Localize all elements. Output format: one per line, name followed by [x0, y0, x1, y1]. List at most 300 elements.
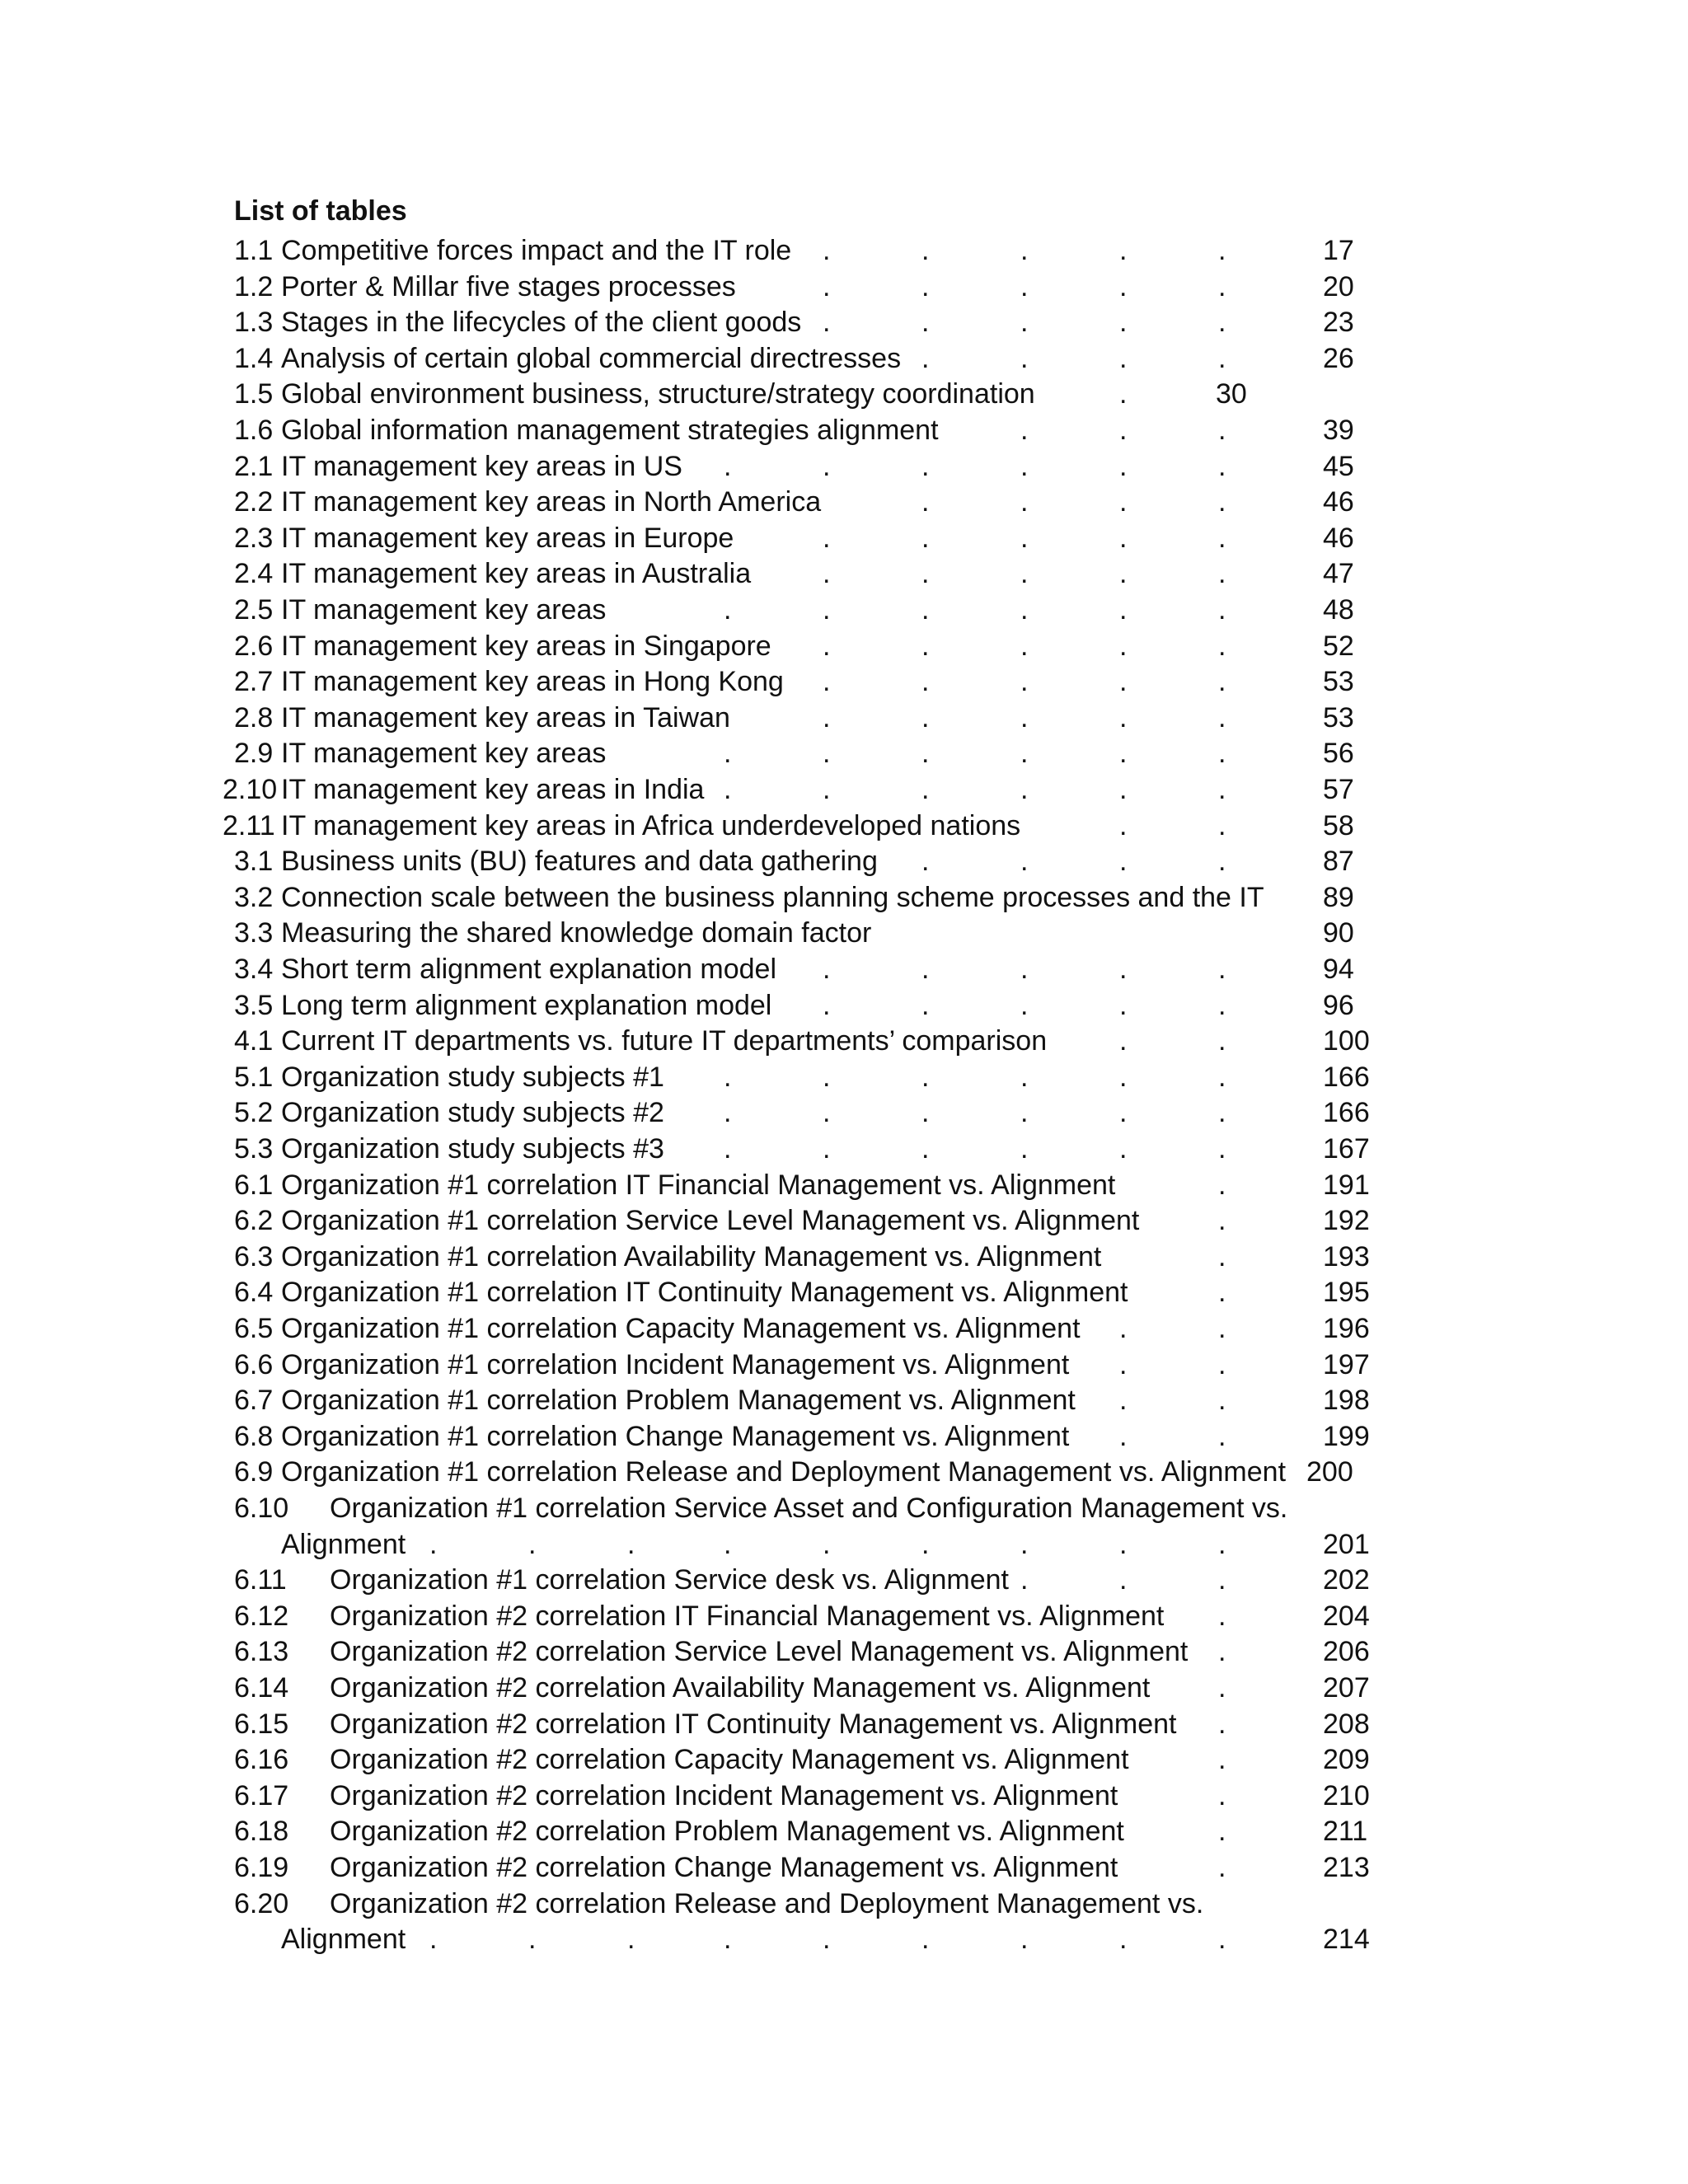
page-number: 58: [1323, 809, 1354, 841]
list-item[interactable]: [0, 665, 1688, 698]
leader-dot: .: [921, 307, 930, 339]
leader-dot: .: [1218, 1313, 1226, 1344]
table-title: Global information management strategies alignment: [281, 415, 939, 446]
leader-dot: .: [1020, 342, 1029, 374]
table-title: Long term alignment explanation model: [281, 989, 772, 1021]
leader-dot: .: [921, 1061, 930, 1093]
leader-dot: .: [1218, 1672, 1226, 1704]
leader-dot: .: [1218, 415, 1226, 446]
leader-dot: .: [823, 1061, 831, 1093]
list-item[interactable]: [0, 1420, 1688, 1453]
table-number: 6.9: [234, 1456, 274, 1488]
leader-dot: .: [823, 701, 831, 733]
leader-dot: .: [1119, 1385, 1128, 1417]
page-number: 213: [1323, 1852, 1370, 1883]
list-item[interactable]: [0, 809, 1688, 842]
leader-dot: .: [1218, 1348, 1226, 1380]
leader-dot: .: [1218, 486, 1226, 518]
list-item[interactable]: [0, 557, 1688, 590]
table-title: Organization #1 correlation Capacity Management vs. Alignment: [281, 1313, 1081, 1344]
leader-dot: .: [1119, 1313, 1128, 1344]
list-item[interactable]: [0, 881, 1688, 914]
leader-dot: .: [1020, 774, 1029, 805]
list-item[interactable]: [0, 953, 1688, 986]
table-title: Organization #1 correlation Service Level Management vs. Alignment: [281, 1205, 1140, 1237]
table-title: Organization #1 correlation Change Management vs. Alignment: [281, 1420, 1070, 1452]
page-number: 53: [1323, 701, 1354, 733]
leader-dot: .: [1218, 701, 1226, 733]
leader-dot: .: [1020, 307, 1029, 339]
list-item[interactable]: [0, 1600, 1688, 1633]
list-item[interactable]: [0, 1132, 1688, 1165]
list-item[interactable]: [0, 1671, 1688, 1704]
table-title: Measuring the shared knowledge domain factor: [281, 917, 872, 949]
leader-dot: .: [1020, 486, 1029, 518]
table-number: 6.6: [234, 1348, 274, 1380]
leader-dot: .: [921, 486, 930, 518]
table-title: Organization #2 correlation Change Management vs. Alignment: [330, 1852, 1118, 1883]
leader-dot: .: [823, 1097, 831, 1129]
list-item[interactable]: [0, 1024, 1688, 1057]
list-item-continuation[interactable]: [0, 1923, 1688, 1956]
leader-dot: .: [1020, 450, 1029, 482]
list-item-continuation[interactable]: [0, 1528, 1688, 1561]
leader-dot: .: [1119, 450, 1128, 482]
page-number: 166: [1323, 1097, 1370, 1129]
leader-dot: .: [1218, 1385, 1226, 1417]
table-number: 2.1: [234, 450, 274, 482]
leader-dot: .: [724, 1097, 732, 1129]
list-item[interactable]: [0, 1348, 1688, 1381]
page-number: 87: [1323, 846, 1354, 878]
table-title: IT management key areas in Africa underdeveloped nations: [281, 809, 1021, 841]
leader-dot: .: [823, 989, 831, 1021]
page-number: 48: [1323, 594, 1354, 626]
leader-dot: .: [1119, 630, 1128, 662]
leader-dot: .: [921, 1133, 930, 1165]
list-item[interactable]: [0, 593, 1688, 626]
leader-dot: .: [1218, 954, 1226, 985]
list-item[interactable]: [0, 522, 1688, 555]
page-number: 192: [1323, 1205, 1370, 1237]
list-item[interactable]: [0, 1815, 1688, 1848]
list-item[interactable]: [0, 1851, 1688, 1884]
table-title: Organization #2 correlation Incident Management vs. Alignment: [330, 1779, 1118, 1811]
table-number: 2.4: [234, 558, 274, 590]
leader-dot: .: [921, 235, 930, 266]
list-item[interactable]: [0, 234, 1688, 267]
leader-dot: .: [1020, 630, 1029, 662]
leader-dot: .: [921, 450, 930, 482]
leader-dot: .: [823, 235, 831, 266]
page-number: 214: [1323, 1924, 1370, 1956]
table-title: Organization #1 correlation IT Financial Management vs. Alignment: [281, 1169, 1116, 1201]
leader-dot: .: [1119, 1061, 1128, 1093]
list-item[interactable]: [0, 1779, 1688, 1812]
page-number: 94: [1323, 954, 1354, 985]
leader-dot: .: [1218, 1924, 1226, 1956]
list-item[interactable]: [0, 701, 1688, 734]
list-item[interactable]: [0, 1563, 1688, 1596]
leader-dot: .: [1218, 1816, 1226, 1848]
leader-dot: .: [1119, 846, 1128, 878]
leader-dot: .: [1020, 846, 1029, 878]
leader-dot: .: [1020, 558, 1029, 590]
table-number: 5.2: [234, 1097, 274, 1129]
table-number: 6.18: [234, 1816, 289, 1848]
leader-dot: .: [724, 738, 732, 770]
table-title: IT management key areas in Taiwan: [281, 701, 730, 733]
page-number: 193: [1323, 1240, 1370, 1272]
table-number: 3.2: [234, 881, 274, 913]
leader-dot: .: [1119, 486, 1128, 518]
leader-dot: .: [1218, 1852, 1226, 1883]
leader-dot: .: [1218, 1277, 1226, 1309]
table-number: 2.6: [234, 630, 274, 662]
leader-dot: .: [1020, 270, 1029, 302]
leader-dot: .: [1119, 415, 1128, 446]
list-item[interactable]: [0, 485, 1688, 518]
list-item[interactable]: [0, 845, 1688, 878]
list-item[interactable]: [0, 1887, 1688, 1920]
list-item[interactable]: [0, 1096, 1688, 1129]
leader-dot: .: [823, 558, 831, 590]
table-number: 2.5: [234, 594, 274, 626]
page-number: 46: [1323, 522, 1354, 554]
table-number: 5.1: [234, 1061, 274, 1093]
table-title: Stages in the lifecycles of the client goods: [281, 307, 802, 339]
table-title: Organization #1 correlation Service desk vs. Alignment: [330, 1564, 1009, 1596]
leader-dot: .: [1119, 1348, 1128, 1380]
leader-dot: .: [921, 270, 930, 302]
list-item[interactable]: [0, 1708, 1688, 1741]
table-number: 3.1: [234, 846, 274, 878]
leader-dot: .: [1218, 522, 1226, 554]
leader-dot: .: [1218, 738, 1226, 770]
leader-dot: .: [1119, 989, 1128, 1021]
leader-dot: .: [823, 774, 831, 805]
page-number: 166: [1323, 1061, 1370, 1093]
list-item[interactable]: [0, 1061, 1688, 1094]
leader-dot: .: [1218, 1097, 1226, 1129]
leader-dot: .: [1020, 954, 1029, 985]
leader-dot: .: [1119, 809, 1128, 841]
page-number: 20: [1323, 270, 1354, 302]
table-title: Organization #2 correlation Capacity Management vs. Alignment: [330, 1744, 1129, 1776]
table-title: Organization #1 correlation IT Continuity Management vs. Alignment: [281, 1277, 1128, 1309]
table-number: 6.19: [234, 1852, 289, 1883]
table-title: Global environment business, structure/strategy coordination: [281, 378, 1035, 410]
table-title: Organization #2 correlation Release and Deployment Management vs.: [330, 1887, 1204, 1919]
table-number: 6.12: [234, 1600, 289, 1632]
page-number: 90: [1323, 917, 1354, 949]
table-title: Connection scale between the business planning scheme processes and the IT: [281, 881, 1264, 913]
list-item[interactable]: [0, 1743, 1688, 1776]
leader-dot: .: [1218, 774, 1226, 805]
table-number: 6.2: [234, 1205, 274, 1237]
leader-dot: .: [823, 738, 831, 770]
list-item[interactable]: [0, 1169, 1688, 1202]
table-title: IT management key areas: [281, 738, 607, 770]
leader-dot: .: [921, 666, 930, 698]
leader-dot: .: [1218, 666, 1226, 698]
page-number: 207: [1323, 1672, 1370, 1704]
table-number: 1.1: [234, 235, 274, 266]
table-number: 2.8: [234, 701, 274, 733]
table-title: IT management key areas in Australia: [281, 558, 752, 590]
leader-dot: .: [1218, 1528, 1226, 1560]
table-title: Porter & Millar five stages processes: [281, 270, 736, 302]
table-title: Analysis of certain global commercial directresses: [281, 342, 902, 374]
leader-dot: .: [1218, 307, 1226, 339]
leader-dot: .: [724, 1924, 732, 1956]
table-number: 1.6: [234, 415, 274, 446]
leader-dot: .: [1119, 235, 1128, 266]
table-number: 1.4: [234, 342, 274, 374]
leader-dot: .: [1218, 1779, 1226, 1811]
leader-dot: .: [823, 307, 831, 339]
list-item[interactable]: [0, 1635, 1688, 1668]
leader-dot: .: [1020, 1528, 1029, 1560]
table-title: IT management key areas in Singapore: [281, 630, 771, 662]
leader-dot: .: [921, 846, 930, 878]
table-number: 6.1: [234, 1169, 274, 1201]
leader-dot: .: [823, 630, 831, 662]
page-number: 39: [1323, 415, 1354, 446]
leader-dot: .: [1218, 1025, 1226, 1057]
leader-dot: .: [823, 450, 831, 482]
table-number: 6.17: [234, 1779, 289, 1811]
table-number: 6.15: [234, 1708, 289, 1740]
leader-dot: .: [1218, 1636, 1226, 1668]
leader-dot: .: [1119, 594, 1128, 626]
table-title: Current IT departments vs. future IT departments’ comparison: [281, 1025, 1048, 1057]
leader-dot: .: [823, 522, 831, 554]
leader-dot: .: [1119, 307, 1128, 339]
page-number: 96: [1323, 989, 1354, 1021]
leader-dot: .: [1218, 1133, 1226, 1165]
leader-dot: .: [1020, 666, 1029, 698]
leader-dot: .: [1020, 701, 1029, 733]
leader-dot: .: [1218, 450, 1226, 482]
table-title: Organization study subjects #2: [281, 1097, 664, 1129]
page-number: 210: [1323, 1779, 1370, 1811]
list-item[interactable]: [0, 342, 1688, 375]
page-number: 202: [1323, 1564, 1370, 1596]
leader-dot: .: [823, 594, 831, 626]
list-item[interactable]: [0, 1204, 1688, 1237]
list-item[interactable]: [0, 1240, 1688, 1273]
page-number: 198: [1323, 1385, 1370, 1417]
leader-dot: .: [1218, 594, 1226, 626]
table-number: 6.20: [234, 1887, 289, 1919]
table-number: 2.3: [234, 522, 274, 554]
table-number: 2.11: [223, 809, 275, 841]
leader-dot: .: [1218, 270, 1226, 302]
table-number: 1.5: [234, 378, 274, 410]
leader-dot: .: [1218, 846, 1226, 878]
list-item[interactable]: [0, 916, 1688, 949]
list-item[interactable]: [0, 630, 1688, 663]
page-number: 100: [1323, 1025, 1370, 1057]
table-title: IT management key areas in Europe: [281, 522, 734, 554]
leader-dot: .: [921, 954, 930, 985]
table-number: 6.11: [234, 1564, 287, 1596]
table-number: 6.10: [234, 1493, 289, 1524]
leader-dot: .: [1119, 738, 1128, 770]
table-title: Business units (BU) features and data gathering: [281, 846, 878, 878]
table-title: Organization #1 correlation Release and Deployment Management vs. Alignment: [281, 1456, 1287, 1488]
table-number: 6.7: [234, 1385, 274, 1417]
leader-dot: .: [921, 738, 930, 770]
table-number: 6.5: [234, 1313, 274, 1344]
leader-dot: .: [1119, 1924, 1128, 1956]
page-number: 56: [1323, 738, 1354, 770]
leader-dot: .: [528, 1528, 537, 1560]
leader-dot: .: [1020, 235, 1029, 266]
table-title: Organization #1 correlation Availability Management vs. Alignment: [281, 1240, 1102, 1272]
table-title: Organization study subjects #1: [281, 1061, 664, 1093]
leader-dot: .: [724, 1061, 732, 1093]
leader-dot: .: [1020, 1097, 1029, 1129]
leader-dot: .: [1119, 1025, 1128, 1057]
table-number: 3.5: [234, 989, 274, 1021]
leader-dot: .: [1119, 701, 1128, 733]
leader-dot: .: [1020, 1924, 1029, 1956]
list-item[interactable]: [0, 377, 1688, 410]
table-title: IT management key areas in India: [281, 774, 705, 805]
table-number: 6.14: [234, 1672, 289, 1704]
list-item[interactable]: [0, 414, 1688, 447]
leader-dot: .: [1119, 270, 1128, 302]
leader-dot: .: [1119, 522, 1128, 554]
table-title: Organization study subjects #3: [281, 1133, 664, 1165]
leader-dot: .: [1218, 342, 1226, 374]
page-number: 30: [1216, 378, 1247, 410]
leader-dot: .: [1218, 1061, 1226, 1093]
leader-dot: .: [1218, 1420, 1226, 1452]
page-number: 195: [1323, 1277, 1370, 1309]
list-item[interactable]: [0, 306, 1688, 339]
table-number: 2.10: [223, 774, 278, 805]
table-title: Organization #2 correlation IT Financial Management vs. Alignment: [330, 1600, 1165, 1632]
table-number: 1.2: [234, 270, 274, 302]
leader-dot: .: [921, 342, 930, 374]
list-item[interactable]: [0, 773, 1688, 806]
leader-dot: .: [724, 774, 732, 805]
leader-dot: .: [627, 1528, 635, 1560]
leader-dot: .: [921, 594, 930, 626]
leader-dot: .: [1020, 1564, 1029, 1596]
leader-dot: .: [1119, 1097, 1128, 1129]
leader-dot: .: [1020, 1133, 1029, 1165]
leader-dot: .: [1119, 1564, 1128, 1596]
list-item[interactable]: [0, 1455, 1688, 1488]
leader-dot: .: [429, 1528, 438, 1560]
leader-dot: .: [1020, 415, 1029, 446]
leader-dot: .: [1218, 235, 1226, 266]
leader-dot: .: [823, 1133, 831, 1165]
list-item[interactable]: [0, 270, 1688, 303]
leader-dot: .: [1119, 342, 1128, 374]
leader-dot: .: [724, 450, 732, 482]
leader-dot: .: [921, 558, 930, 590]
leader-dot: .: [823, 954, 831, 985]
leader-dot: .: [1020, 989, 1029, 1021]
leader-dot: .: [1218, 1205, 1226, 1237]
page-number: 46: [1323, 486, 1354, 518]
page-number: 26: [1323, 342, 1354, 374]
list-item[interactable]: [0, 737, 1688, 770]
list-item[interactable]: [0, 1492, 1688, 1525]
page-number: 52: [1323, 630, 1354, 662]
leader-dot: .: [921, 774, 930, 805]
table-number: 4.1: [234, 1025, 274, 1057]
leader-dot: .: [1020, 1061, 1029, 1093]
table-number: 6.16: [234, 1744, 289, 1776]
leader-dot: .: [921, 1528, 930, 1560]
leader-dot: .: [921, 1097, 930, 1129]
page-number: 23: [1323, 307, 1354, 339]
leader-dot: .: [1119, 666, 1128, 698]
page-number: 209: [1323, 1744, 1370, 1776]
page-number: 17: [1323, 235, 1354, 266]
leader-dot: .: [823, 666, 831, 698]
leader-dot: .: [1218, 1600, 1226, 1632]
list-item[interactable]: [0, 1384, 1688, 1417]
page-number: 199: [1323, 1420, 1370, 1452]
page-number: 89: [1323, 881, 1354, 913]
leader-dot: .: [1218, 1708, 1226, 1740]
leader-dot: .: [1119, 954, 1128, 985]
list-item[interactable]: [0, 1276, 1688, 1309]
table-title-continuation: Alignment: [281, 1924, 406, 1956]
leader-dot: .: [627, 1924, 635, 1956]
page-number: 167: [1323, 1133, 1370, 1165]
table-title: Short term alignment explanation model: [281, 954, 776, 985]
list-item[interactable]: [0, 450, 1688, 483]
page-number: 206: [1323, 1636, 1370, 1668]
page-number: 211: [1323, 1816, 1368, 1848]
table-title: IT management key areas in North America: [281, 486, 822, 518]
list-item[interactable]: [0, 1312, 1688, 1345]
table-title: Organization #2 correlation Problem Management vs. Alignment: [330, 1816, 1124, 1848]
table-title: Organization #2 correlation Service Level Management vs. Alignment: [330, 1636, 1189, 1668]
leader-dot: .: [528, 1924, 537, 1956]
table-title: Organization #1 correlation Service Asset and Configuration Management vs.: [330, 1493, 1288, 1524]
table-number: 3.4: [234, 954, 274, 985]
leader-dot: .: [921, 989, 930, 1021]
table-title: Organization #2 correlation Availability Management vs. Alignment: [330, 1672, 1151, 1704]
leader-dot: .: [1218, 809, 1226, 841]
table-title: IT management key areas in Hong Kong: [281, 666, 784, 698]
leader-dot: .: [1119, 1528, 1128, 1560]
page-number: 204: [1323, 1600, 1370, 1632]
table-title: IT management key areas: [281, 594, 607, 626]
leader-dot: .: [823, 270, 831, 302]
page-title: List of tables: [234, 195, 407, 227]
table-title: Organization #1 correlation Problem Management vs. Alignment: [281, 1385, 1076, 1417]
leader-dot: .: [1218, 1169, 1226, 1201]
leader-dot: .: [724, 594, 732, 626]
leader-dot: .: [1218, 1744, 1226, 1776]
leader-dot: .: [1020, 738, 1029, 770]
leader-dot: .: [1119, 774, 1128, 805]
leader-dot: .: [724, 1528, 732, 1560]
leader-dot: .: [1218, 630, 1226, 662]
page-number: 200: [1306, 1456, 1353, 1488]
list-item[interactable]: [0, 989, 1688, 1022]
